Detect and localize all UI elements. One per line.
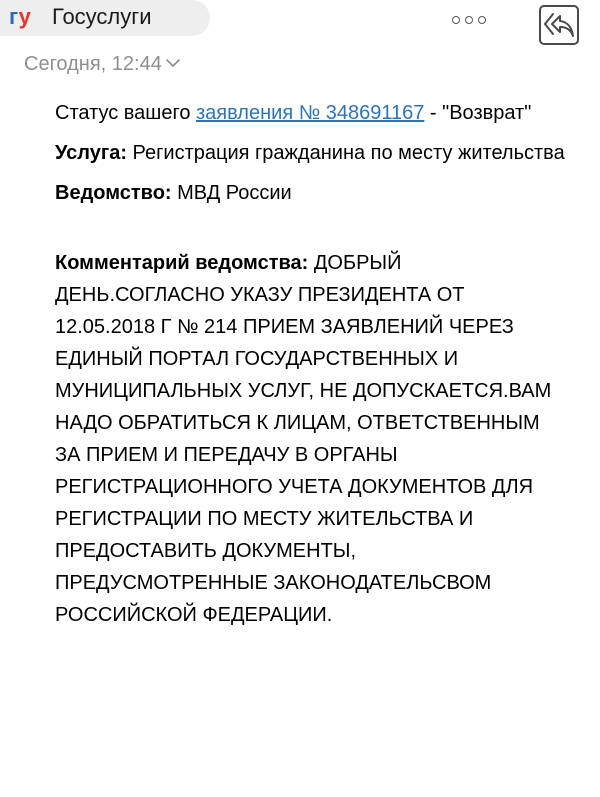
logo-letter-g: г [9, 4, 19, 29]
gosuslugi-logo [9, 5, 31, 29]
department-label: Ведомство: [55, 182, 172, 204]
service-label: Услуга: [55, 142, 127, 164]
status-paragraph [55, 97, 565, 129]
logo-letter-u: у [18, 4, 32, 29]
comment-paragraph [55, 247, 565, 631]
reply-all-button[interactable] [538, 4, 580, 46]
department-paragraph [55, 177, 565, 209]
sender-pill[interactable] [0, 0, 210, 36]
service-paragraph [55, 137, 565, 169]
application-link[interactable]: заявления № 348691167 [196, 102, 425, 124]
reply-all-icon [538, 4, 580, 46]
department-value: МВД России [171, 182, 292, 204]
ellipsis-circles-icon [478, 16, 486, 24]
service-value: Регистрация гражданина по месту жительства [126, 142, 565, 164]
message-date[interactable] [24, 52, 180, 76]
date-text: Сегодня, 12:44 [24, 53, 162, 75]
chevron-down-icon [166, 58, 180, 68]
comment-label: Комментарий ведомства: [55, 252, 309, 274]
ellipsis-circles-icon [452, 16, 460, 24]
status-suffix: - "Возврат" [424, 102, 532, 124]
sender-name: Госуслуги [52, 4, 152, 29]
comment-value: ДОБРЫЙ ДЕНЬ.СОГЛАСНО УКАЗУ ПРЕЗИДЕНТА ОТ 12.05.2018 Г № 214 ПРИЕМ ЗАЯВЛЕНИЙ ЧЕРЕЗ ЕДИНЫЙ ПОРТАЛ ГОСУДАРСТВЕННЫХ И МУНИЦИПАЛЬНЫХ УСЛУГ, НЕ ДОПУСКАЕТСЯ.ВАМ НАДО ОБРАТИТЬСЯ К ЛИЦАМ, ОТВЕТСТВЕННЫМ ЗА ПРИЕМ И ПЕРЕДАЧУ В ОРГАНЫ РЕГИСТРАЦИОННОГО УЧЕТА ДОКУМЕНТОВ ДЛЯ РЕГИСТРАЦИИ ПО МЕСТУ ЖИТЕЛЬСТВА И ПРЕДОСТАВИТЬ ДОКУМЕНТЫ, ПРЕДУСМОТРЕННЫЕ ЗАКОНОДАТЕЛЬСВОМ РОССИЙСКОЙ ФЕДЕРАЦИИ. [55, 252, 552, 626]
more-options-button[interactable] [452, 16, 486, 24]
status-prefix: Статус вашего [55, 102, 197, 124]
ellipsis-circles-icon [465, 16, 473, 24]
message-body [55, 97, 565, 631]
